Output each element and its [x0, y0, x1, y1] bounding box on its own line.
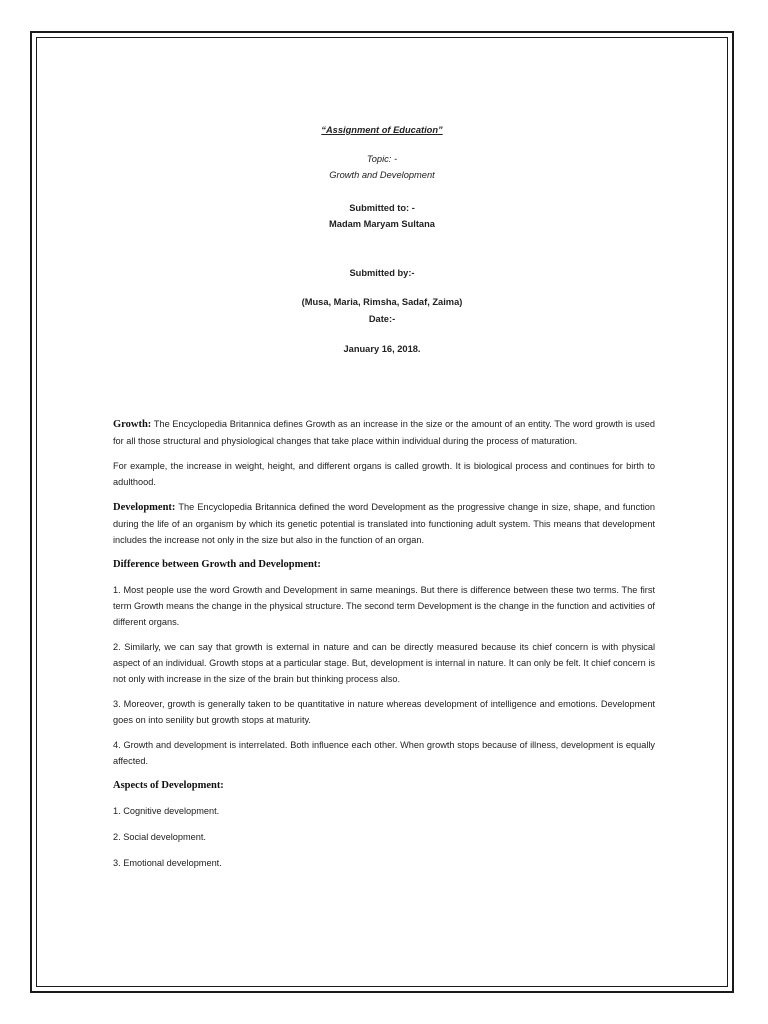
growth-text: The Encyclopedia Britannica defines Growth as an increase in the size or the amount of an entity. The word growth is used for all those structural and physiological changes that take place within individual during the process of maturation.	[113, 419, 655, 446]
development-text: The Encyclopedia Britannica defined the word Development as the progressive change in size, shape, and function during the life of an organism by which its genetic potential is translated into functioning adult system. This means that development includes the increase not only in the size but also in the function of an organ.	[113, 502, 656, 545]
difference-point-2: 2. Similarly, we can say that growth is external in nature and can be directly measured because its chief concern is with physical aspect of an individual. Growth stops at a particular stage. But, development is internal in nature. It can only be felt. It chief concern is not only with increase in the size of the brain but thinking process also.	[113, 642, 655, 684]
submitted-by-value: (Musa, Maria, Rimsha, Sadaf, Zaima)	[301, 297, 463, 307]
difference-heading: Difference between Growth and Development:	[113, 559, 321, 570]
difference-point-1: 1. Most people use the word Growth and Development in same meanings. But there is difference between these two terms. The first term Growth means the change in the physical structure. The second term Development is the change in the function and activities of different organs.	[113, 585, 655, 627]
assignment-title: “Assignment of Education”	[321, 125, 443, 135]
difference-point-4: 4. Growth and development is interrelated. Both influence each other. When growth stops because of illness, development is equally affected.	[113, 740, 655, 766]
aspects-heading: Aspects of Development:	[113, 780, 224, 791]
aspect-item-2: 2. Social development.	[113, 832, 206, 842]
body-content	[113, 416, 655, 871]
growth-paragraph	[113, 416, 655, 449]
development-paragraph	[113, 499, 655, 548]
submitted-by-label: Submitted by:-	[349, 268, 415, 278]
development-term: Development:	[113, 502, 176, 513]
example-paragraph: For example, the increase in weight, height, and different organs is called growth. It is biological process and continues for birth to adulthood.	[113, 461, 655, 487]
aspect-item-1: 1. Cognitive development.	[113, 806, 220, 816]
date-label: Date:-	[368, 314, 396, 324]
submitted-to-value: Madam Maryam Sultana	[329, 219, 435, 229]
date-value: January 16, 2018.	[343, 344, 421, 354]
growth-term: Growth:	[113, 419, 152, 430]
topic-value: Growth and Development	[329, 170, 435, 180]
topic-label: Topic: -	[366, 154, 398, 164]
submitted-to-label: Submitted to: -	[349, 203, 415, 213]
aspect-item-3: 3. Emotional development.	[113, 858, 222, 868]
difference-point-3: 3. Moreover, growth is generally taken to be quantitative in nature whereas development of intelligence and emotions. Development goes on into senility but growth stops at maturity.	[113, 699, 655, 725]
